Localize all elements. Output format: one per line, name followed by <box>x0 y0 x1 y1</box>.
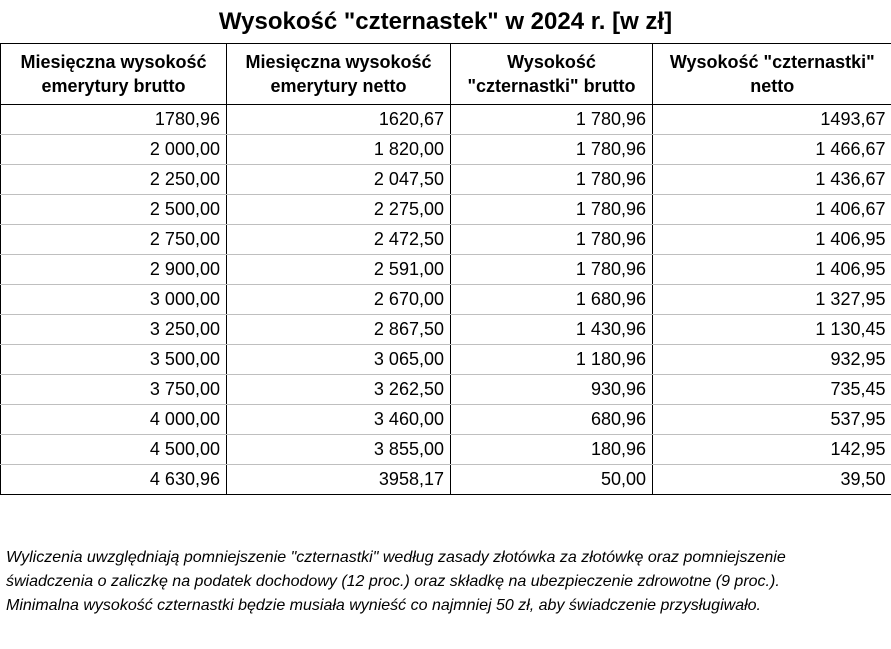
table-cell: 142,95 <box>653 435 891 465</box>
table-cell: 3 855,00 <box>227 435 451 465</box>
table-cell: 3 000,00 <box>1 285 227 315</box>
table-row <box>1 315 891 345</box>
table-cell: 1 780,96 <box>451 105 653 135</box>
table-cell: 4 000,00 <box>1 405 227 435</box>
table-cell: 1 820,00 <box>227 135 451 165</box>
table-cell: 4 630,96 <box>1 465 227 495</box>
table-cell: 1 780,96 <box>451 165 653 195</box>
table-cell: 1 406,67 <box>653 195 891 225</box>
table-cell: 1 780,96 <box>451 225 653 255</box>
table-cell: 1 780,96 <box>451 135 653 165</box>
table-cell: 2 591,00 <box>227 255 451 285</box>
footnote-line: świadczenia o zaliczkę na podatek dochodowy (12 proc.) oraz składkę na ubezpieczenie zdrowotne (9 proc.). <box>6 573 780 590</box>
table-cell: 39,50 <box>653 465 891 495</box>
table-cell: 3 262,50 <box>227 375 451 405</box>
table-cell: 2 900,00 <box>1 255 227 285</box>
table-cell: 4 500,00 <box>1 435 227 465</box>
table-cell: 930,96 <box>451 375 653 405</box>
table-row <box>1 345 891 375</box>
footnote <box>6 546 891 618</box>
table-cell: 1 436,67 <box>653 165 891 195</box>
table-cell: 2 867,50 <box>227 315 451 345</box>
table-row <box>1 135 891 165</box>
table-cell: 50,00 <box>451 465 653 495</box>
table-cell: 3 750,00 <box>1 375 227 405</box>
table-row <box>1 195 891 225</box>
table-cell: 1 406,95 <box>653 255 891 285</box>
table-row <box>1 375 891 405</box>
table-row <box>1 435 891 465</box>
table-row <box>1 285 891 315</box>
table-cell: 1493,67 <box>653 105 891 135</box>
table-cell: 2 250,00 <box>1 165 227 195</box>
table-cell: 1 680,96 <box>451 285 653 315</box>
table-cell: 3 460,00 <box>227 405 451 435</box>
table-cell: 1780,96 <box>1 105 227 135</box>
table-cell: 735,45 <box>653 375 891 405</box>
table-cell: 2 670,00 <box>227 285 451 315</box>
footnote-line: Minimalna wysokość czternastki będzie musiała wynieść co najmniej 50 zł, aby świadczenie przysługiwało. <box>6 597 761 614</box>
column-header-gross-pension: Miesięczna wysokość emerytury brutto <box>1 44 227 105</box>
table-cell: 2 275,00 <box>227 195 451 225</box>
table-cell: 1 180,96 <box>451 345 653 375</box>
table-cell: 1 780,96 <box>451 255 653 285</box>
table-cell: 1 780,96 <box>451 195 653 225</box>
table-cell: 2 472,50 <box>227 225 451 255</box>
table-cell: 1 430,96 <box>451 315 653 345</box>
column-header-net-bonus: Wysokość "czternastki" netto <box>653 44 891 105</box>
table-cell: 3 250,00 <box>1 315 227 345</box>
table-cell: 537,95 <box>653 405 891 435</box>
table-cell: 3 065,00 <box>227 345 451 375</box>
table-cell: 2 750,00 <box>1 225 227 255</box>
table-row <box>1 255 891 285</box>
table-cell: 680,96 <box>451 405 653 435</box>
table-cell: 932,95 <box>653 345 891 375</box>
table-cell: 1 130,45 <box>653 315 891 345</box>
header-row <box>1 44 891 105</box>
pension-table <box>0 44 891 495</box>
table-cell: 1 406,95 <box>653 225 891 255</box>
table-cell: 1 327,95 <box>653 285 891 315</box>
table-row <box>1 165 891 195</box>
table-cell: 180,96 <box>451 435 653 465</box>
table-row <box>1 405 891 435</box>
table-cell: 1620,67 <box>227 105 451 135</box>
table-cell: 2 500,00 <box>1 195 227 225</box>
table-title: Wysokość "czternastek" w 2024 r. [w zł] <box>0 0 891 44</box>
footnote-line: Wyliczenia uwzględniają pomniejszenie "czternastki" według zasady złotówka za złotówkę oraz pomniejszenie <box>6 549 786 566</box>
table-cell: 3958,17 <box>227 465 451 495</box>
table-cell: 2 000,00 <box>1 135 227 165</box>
table-row <box>1 225 891 255</box>
table-cell: 2 047,50 <box>227 165 451 195</box>
table-row <box>1 465 891 495</box>
table-row <box>1 105 891 135</box>
table-cell: 1 466,67 <box>653 135 891 165</box>
column-header-gross-bonus: Wysokość "czternastki" brutto <box>451 44 653 105</box>
table-cell: 3 500,00 <box>1 345 227 375</box>
column-header-net-pension: Miesięczna wysokość emerytury netto <box>227 44 451 105</box>
